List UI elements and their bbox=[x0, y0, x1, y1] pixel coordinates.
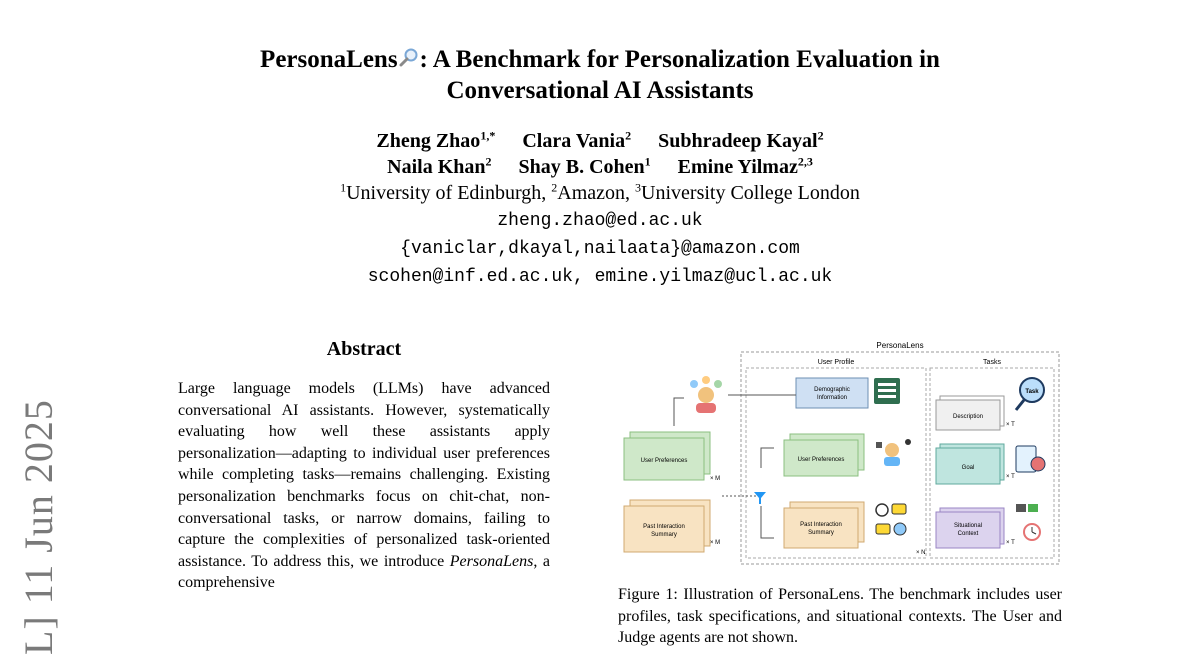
affiliations: $^1$University of Edinburgh, $^2$Amazon, $^3$University College London bbox=[340, 180, 860, 204]
svg-text:× T: × T bbox=[1006, 540, 1015, 546]
user-pref-left: User Preferences bbox=[640, 458, 688, 464]
svg-text:Situational: Situational bbox=[953, 523, 983, 529]
svg-text:Information: Information bbox=[816, 395, 848, 401]
author-block bbox=[0, 128, 1200, 291]
user-pref-mid: User Preferences bbox=[797, 457, 845, 463]
svg-text:Summary: Summary bbox=[808, 530, 834, 536]
abstract-emphasis: PersonaLens bbox=[449, 552, 534, 570]
abstract-heading: Abstract bbox=[326, 338, 402, 360]
fig-title: PersonaLens bbox=[876, 341, 924, 350]
svg-text:× N: × N bbox=[916, 550, 926, 556]
svg-text:Summary: Summary bbox=[651, 532, 677, 538]
paper-title bbox=[0, 44, 1200, 106]
svg-text:× M: × M bbox=[710, 476, 721, 482]
author: Emine Yilmaz$^{2,3}$ bbox=[677, 154, 813, 178]
svg-text:Demographic: Demographic bbox=[814, 387, 850, 393]
description-label: Description bbox=[952, 414, 984, 420]
arxiv-stamp: L] 11 Jun 2025 bbox=[16, 399, 61, 655]
user-avatar-icon bbox=[690, 376, 722, 413]
svg-text:Task: Task bbox=[1025, 389, 1039, 395]
author: Shay B. Cohen$^1$ bbox=[518, 154, 651, 178]
author: Clara Vania$^2$ bbox=[522, 128, 632, 152]
magnifier-icon bbox=[398, 47, 420, 69]
svg-text:Past Interaction: Past Interaction bbox=[643, 524, 685, 530]
author-row-2 bbox=[0, 154, 1200, 180]
author: Zheng Zhao$^{1,*}$ bbox=[376, 128, 496, 152]
svg-text:Context: Context bbox=[957, 531, 979, 537]
figure-1 bbox=[614, 338, 1064, 568]
svg-text:× T: × T bbox=[1006, 422, 1015, 428]
email-2[interactable]: {vaniclar,dkayal,nailaata}@amazon.com bbox=[400, 239, 800, 259]
goal-clipboard-icon bbox=[1016, 446, 1045, 472]
svg-text:× T: × T bbox=[1006, 474, 1015, 480]
chat-icon bbox=[876, 504, 906, 535]
task-search-icon bbox=[1016, 378, 1044, 410]
author: Subhradeep Kayal$^2$ bbox=[658, 128, 824, 152]
clock-icon bbox=[1016, 504, 1040, 540]
title-rest: : A Benchmark for Personalization Evaluation in bbox=[419, 46, 940, 73]
email-3[interactable]: scohen@inf.ed.ac.uk, emine.yilmaz@ucl.ac.uk bbox=[367, 267, 833, 287]
user-profile-label: User Profile bbox=[817, 359, 855, 366]
hobby-icon bbox=[876, 439, 911, 466]
filter-icon bbox=[754, 492, 766, 504]
svg-text:Past Interaction: Past Interaction bbox=[800, 522, 842, 528]
svg-text:× M: × M bbox=[710, 540, 721, 546]
demographic-box bbox=[796, 378, 868, 408]
email-1[interactable]: zheng.zhao@ed.ac.uk bbox=[497, 211, 703, 231]
tasks-label: Tasks bbox=[983, 359, 1001, 366]
title-line2: Conversational AI Assistants bbox=[446, 77, 754, 104]
arrow-down bbox=[674, 398, 684, 426]
profile-card-icon bbox=[874, 378, 900, 404]
goal-label: Goal bbox=[961, 465, 975, 471]
abstract-body: Large language models (LLMs) have advanced conversational AI assistants. However, systematically evaluating how well these assistants apply personalization—adapting to individual user preferences while completing tasks—remains challenging. Existing personalization benchmarks focus on chit-chat, non-conversational tasks, or narrow domains, failing to capture the complexities of personalized task-oriented assistance. To address this, we introduce PersonaLens, a comprehensive bbox=[178, 380, 550, 592]
author-row-1 bbox=[0, 128, 1200, 154]
figure-caption: Figure 1: Illustration of PersonaLens. The benchmark includes user profiles, task specifications, and situational contexts. The User and Judge agents are not shown. bbox=[618, 586, 1062, 647]
author: Naila Khan$^2$ bbox=[387, 154, 492, 178]
title-name: PersonaLens bbox=[260, 46, 398, 73]
